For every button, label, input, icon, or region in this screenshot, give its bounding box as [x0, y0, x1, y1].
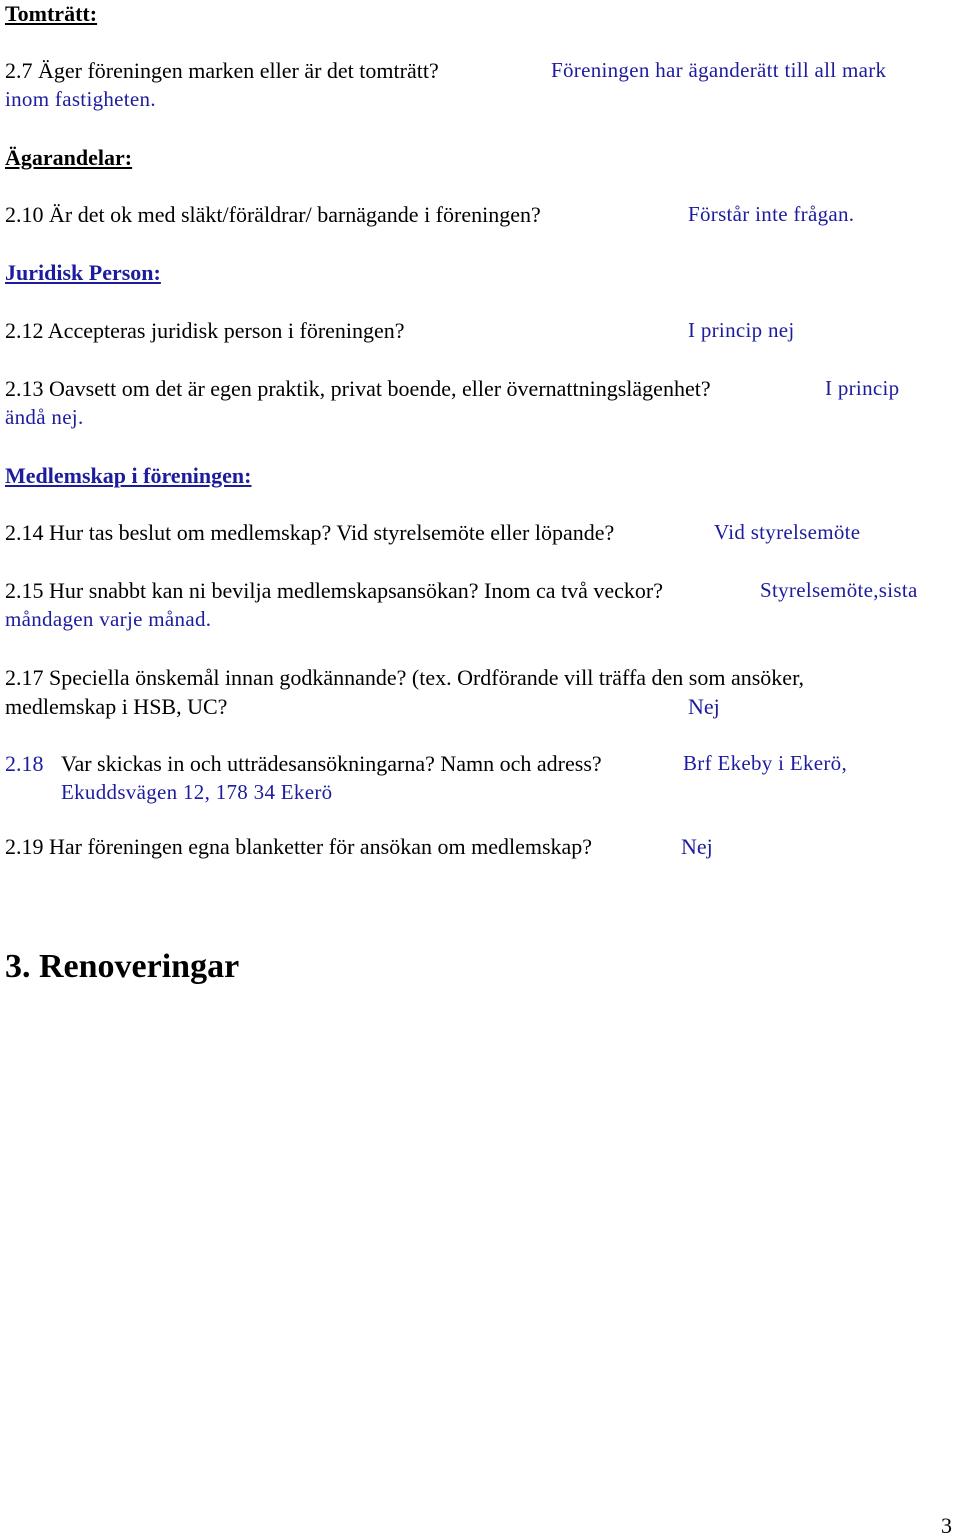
question-2-14: 2.14 Hur tas beslut om medlemskap? Vid styrelsemöte eller löpande?: [5, 520, 615, 545]
answer-2-18-line2: Ekuddsvägen 12, 178 34 Ekerö: [61, 780, 333, 804]
question-2-18: Var skickas in och utträdesansökningarna? Namn och adress?: [61, 751, 602, 776]
answer-2-18-line1: Brf Ekeby i Ekerö,: [683, 751, 848, 775]
section-heading-agarandelar: Ägarandelar:: [5, 145, 133, 170]
question-2-18-number: 2.18: [5, 751, 44, 776]
answer-2-13-line1: I princip: [825, 376, 900, 400]
question-2-10: 2.10 Är det ok med släkt/föräldrar/ barnägande i föreningen?: [5, 202, 541, 227]
question-2-17-line2: medlemskap i HSB, UC?: [5, 694, 228, 719]
answer-2-12: I princip nej: [688, 318, 795, 342]
section-heading-medlemskap: Medlemskap i föreningen:: [5, 463, 252, 488]
answer-2-7-line2: inom fastigheten.: [5, 87, 156, 111]
question-2-15: 2.15 Hur snabbt kan ni bevilja medlemskapsansökan? Inom ca två veckor?: [5, 578, 663, 603]
section-heading-juridisk-person: Juridisk Person:: [5, 260, 161, 285]
question-2-12: 2.12 Accepteras juridisk person i föreningen?: [5, 318, 405, 343]
answer-2-14: Vid styrelsemöte: [714, 520, 861, 544]
answer-2-15-line1: Styrelsemöte,sista: [760, 578, 918, 602]
page-number: 3: [941, 1513, 952, 1538]
question-2-17-line1: 2.17 Speciella önskemål innan godkännande? (tex. Ordförande vill träffa den som ansöker,: [5, 665, 805, 690]
question-2-13: 2.13 Oavsett om det är egen praktik, privat boende, eller övernattningslägenhet?: [5, 376, 711, 401]
question-2-19: 2.19 Har föreningen egna blanketter för ansökan om medlemskap?: [5, 834, 593, 859]
answer-2-10: Förstår inte frågan.: [688, 202, 855, 226]
answer-2-7-line1: Föreningen har äganderätt till all mark: [551, 58, 887, 82]
answer-2-17: Nej: [688, 694, 720, 719]
answer-2-15-line2: måndagen varje månad.: [5, 607, 212, 631]
answer-2-19: Nej: [681, 834, 713, 859]
answer-2-13-line2: ändå nej.: [5, 405, 84, 429]
chapter-title: 3. Renoveringar: [5, 948, 240, 985]
question-2-7: 2.7 Äger föreningen marken eller är det tomträtt?: [5, 58, 439, 83]
section-heading-tomtratt: Tomträtt:: [5, 1, 98, 26]
